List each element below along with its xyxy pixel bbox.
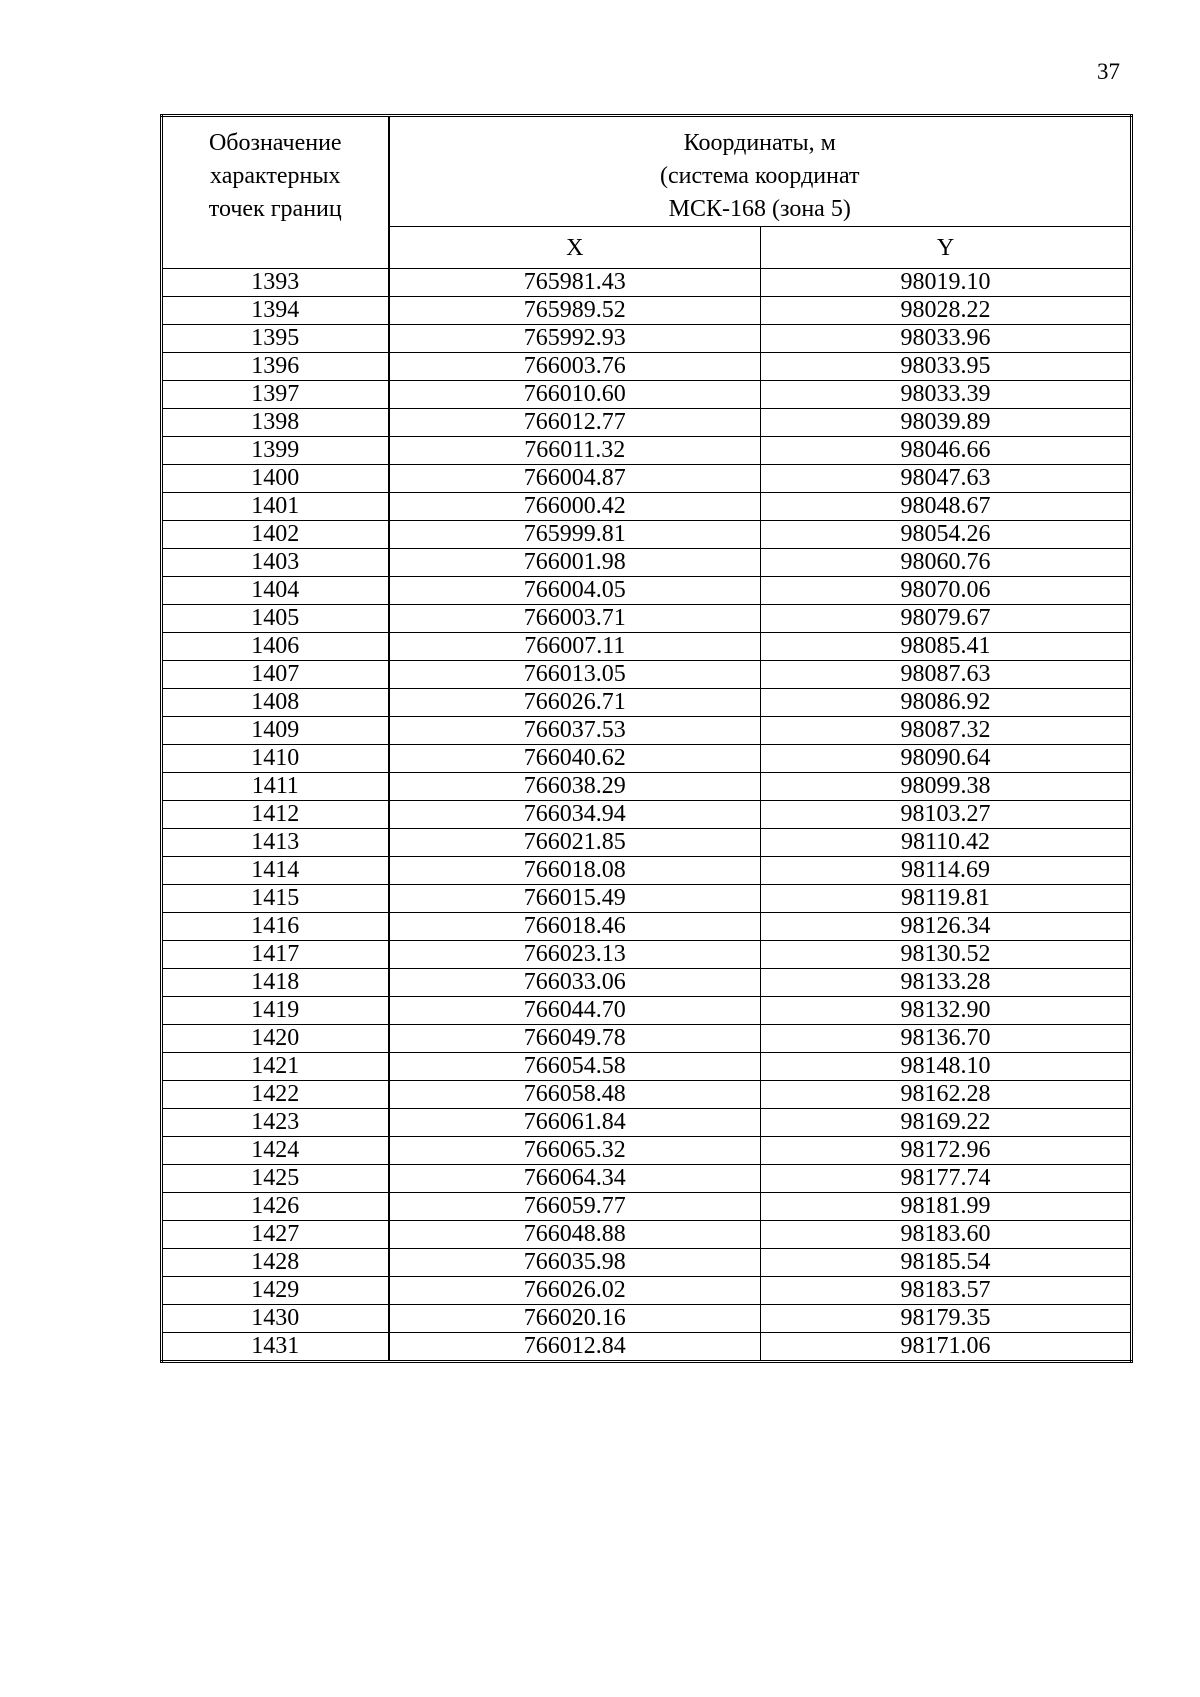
x-coordinate-cell: 766061.84 — [389, 1109, 761, 1137]
point-id-cell: 1404 — [162, 577, 389, 605]
x-coordinate-cell: 766026.02 — [389, 1277, 761, 1305]
point-header-line: Обозначение — [208, 130, 342, 156]
y-coordinate-cell: 98136.70 — [761, 1025, 1132, 1053]
table-row — [162, 941, 1132, 969]
x-coordinate-cell: 766048.88 — [389, 1221, 761, 1249]
table-row — [162, 1109, 1132, 1137]
table-row — [162, 1081, 1132, 1109]
x-coordinate-cell: 766059.77 — [389, 1193, 761, 1221]
table-row — [162, 409, 1132, 437]
y-coordinate-cell: 98033.39 — [761, 381, 1132, 409]
point-id-cell: 1431 — [162, 1333, 389, 1362]
x-coordinate-cell: 766003.76 — [389, 353, 761, 381]
table-body — [162, 269, 1132, 1362]
x-coordinate-cell: 766037.53 — [389, 717, 761, 745]
x-coordinate-cell: 766033.06 — [389, 969, 761, 997]
y-coordinate-cell: 98185.54 — [761, 1249, 1132, 1277]
point-id-cell: 1427 — [162, 1221, 389, 1249]
y-coordinate-cell: 98060.76 — [761, 549, 1132, 577]
coordinates-header-line: (система координат — [660, 163, 860, 189]
y-coordinate-cell: 98183.60 — [761, 1221, 1132, 1249]
table-row — [162, 885, 1132, 913]
point-id-cell: 1425 — [162, 1165, 389, 1193]
y-coordinate-cell: 98126.34 — [761, 913, 1132, 941]
point-id-cell: 1395 — [162, 325, 389, 353]
point-id-cell: 1409 — [162, 717, 389, 745]
point-id-cell: 1408 — [162, 689, 389, 717]
page-number: 37 — [1097, 59, 1120, 84]
y-coordinate-cell: 98070.06 — [761, 577, 1132, 605]
y-coordinate-cell: 98162.28 — [761, 1081, 1132, 1109]
point-id-cell: 1413 — [162, 829, 389, 857]
table-row — [162, 493, 1132, 521]
coordinates-group-header — [389, 116, 1132, 227]
point-id-cell: 1415 — [162, 885, 389, 913]
x-coordinate-cell: 766012.77 — [389, 409, 761, 437]
point-id-cell: 1399 — [162, 437, 389, 465]
x-coordinate-cell: 766013.05 — [389, 661, 761, 689]
table-row — [162, 437, 1132, 465]
x-column-header: X — [389, 227, 761, 269]
table-row — [162, 297, 1132, 325]
table-row — [162, 605, 1132, 633]
point-id-cell: 1422 — [162, 1081, 389, 1109]
y-coordinate-cell: 98110.42 — [761, 829, 1132, 857]
y-coordinate-cell: 98019.10 — [761, 269, 1132, 297]
x-coordinate-cell: 766021.85 — [389, 829, 761, 857]
table-row — [162, 1053, 1132, 1081]
x-coordinate-cell: 766035.98 — [389, 1249, 761, 1277]
point-id-cell: 1400 — [162, 465, 389, 493]
y-coordinate-cell: 98183.57 — [761, 1277, 1132, 1305]
y-coordinate-cell: 98181.99 — [761, 1193, 1132, 1221]
table-row — [162, 717, 1132, 745]
table-row — [162, 913, 1132, 941]
y-coordinate-cell: 98130.52 — [761, 941, 1132, 969]
x-coordinate-cell: 766015.49 — [389, 885, 761, 913]
y-coordinate-cell: 98099.38 — [761, 773, 1132, 801]
table-row — [162, 325, 1132, 353]
point-id-cell: 1418 — [162, 969, 389, 997]
table-row — [162, 1221, 1132, 1249]
x-coordinate-cell: 765992.93 — [389, 325, 761, 353]
point-id-cell: 1405 — [162, 605, 389, 633]
table-row — [162, 353, 1132, 381]
table-row — [162, 1193, 1132, 1221]
y-coordinate-cell: 98119.81 — [761, 885, 1132, 913]
point-id-cell: 1420 — [162, 1025, 389, 1053]
y-coordinate-cell: 98054.26 — [761, 521, 1132, 549]
x-coordinate-cell: 766040.62 — [389, 745, 761, 773]
y-coordinate-cell: 98148.10 — [761, 1053, 1132, 1081]
y-coordinate-cell: 98086.92 — [761, 689, 1132, 717]
x-coordinate-cell: 766007.11 — [389, 633, 761, 661]
point-id-cell: 1428 — [162, 1249, 389, 1277]
x-coordinate-cell: 766011.32 — [389, 437, 761, 465]
point-id-cell: 1421 — [162, 1053, 389, 1081]
table-row — [162, 829, 1132, 857]
x-coordinate-cell: 766044.70 — [389, 997, 761, 1025]
y-coordinate-cell: 98169.22 — [761, 1109, 1132, 1137]
point-id-cell: 1426 — [162, 1193, 389, 1221]
table-row — [162, 745, 1132, 773]
y-coordinate-cell: 98177.74 — [761, 1165, 1132, 1193]
x-coordinate-cell: 766054.58 — [389, 1053, 761, 1081]
point-header-line: характерных — [210, 163, 341, 189]
y-column-header: Y — [761, 227, 1132, 269]
table-row — [162, 269, 1132, 297]
table-row — [162, 997, 1132, 1025]
y-coordinate-cell: 98179.35 — [761, 1305, 1132, 1333]
x-coordinate-cell: 766001.98 — [389, 549, 761, 577]
coordinates-table — [160, 114, 1133, 1363]
x-coordinate-cell: 766049.78 — [389, 1025, 761, 1053]
y-coordinate-cell: 98087.32 — [761, 717, 1132, 745]
table-row — [162, 857, 1132, 885]
y-coordinate-cell: 98085.41 — [761, 633, 1132, 661]
point-id-cell: 1414 — [162, 857, 389, 885]
table-header-row — [162, 116, 1132, 227]
point-id-cell: 1410 — [162, 745, 389, 773]
x-coordinate-cell: 766065.32 — [389, 1137, 761, 1165]
point-id-cell: 1397 — [162, 381, 389, 409]
table-row — [162, 1333, 1132, 1362]
y-coordinate-cell: 98114.69 — [761, 857, 1132, 885]
x-coordinate-cell: 766034.94 — [389, 801, 761, 829]
point-id-cell: 1402 — [162, 521, 389, 549]
table-row — [162, 1277, 1132, 1305]
point-id-cell: 1423 — [162, 1109, 389, 1137]
y-coordinate-cell: 98028.22 — [761, 297, 1132, 325]
table-row — [162, 1137, 1132, 1165]
point-id-cell: 1424 — [162, 1137, 389, 1165]
table-row — [162, 577, 1132, 605]
table-row — [162, 773, 1132, 801]
table-row — [162, 1025, 1132, 1053]
point-header-line: точек границ — [208, 196, 342, 222]
x-coordinate-cell: 766012.84 — [389, 1333, 761, 1362]
x-coordinate-cell: 766004.05 — [389, 577, 761, 605]
table-row — [162, 1249, 1132, 1277]
point-id-cell: 1401 — [162, 493, 389, 521]
table-row — [162, 1165, 1132, 1193]
x-coordinate-cell: 766058.48 — [389, 1081, 761, 1109]
table-row — [162, 521, 1132, 549]
y-coordinate-cell: 98079.67 — [761, 605, 1132, 633]
table-row — [162, 689, 1132, 717]
point-id-cell: 1393 — [162, 269, 389, 297]
x-coordinate-cell: 766064.34 — [389, 1165, 761, 1193]
point-id-cell: 1430 — [162, 1305, 389, 1333]
table-row — [162, 1305, 1132, 1333]
y-coordinate-cell: 98090.64 — [761, 745, 1132, 773]
point-id-cell: 1411 — [162, 773, 389, 801]
x-coordinate-cell: 766038.29 — [389, 773, 761, 801]
x-coordinate-cell: 765989.52 — [389, 297, 761, 325]
y-coordinate-cell: 98047.63 — [761, 465, 1132, 493]
point-id-cell: 1394 — [162, 297, 389, 325]
y-coordinate-cell: 98033.96 — [761, 325, 1132, 353]
y-coordinate-cell: 98033.95 — [761, 353, 1132, 381]
y-coordinate-cell: 98039.89 — [761, 409, 1132, 437]
coordinates-header-line: МСК-168 (зона 5) — [668, 196, 851, 222]
x-coordinate-cell: 766020.16 — [389, 1305, 761, 1333]
point-id-cell: 1406 — [162, 633, 389, 661]
table-row — [162, 969, 1132, 997]
y-coordinate-cell: 98132.90 — [761, 997, 1132, 1025]
table-row — [162, 633, 1132, 661]
x-coordinate-cell: 766023.13 — [389, 941, 761, 969]
x-coordinate-cell: 766004.87 — [389, 465, 761, 493]
x-coordinate-cell: 766010.60 — [389, 381, 761, 409]
x-coordinate-cell: 765999.81 — [389, 521, 761, 549]
table-row — [162, 465, 1132, 493]
table-row — [162, 381, 1132, 409]
y-coordinate-cell: 98133.28 — [761, 969, 1132, 997]
x-coordinate-cell: 766003.71 — [389, 605, 761, 633]
point-id-cell: 1396 — [162, 353, 389, 381]
table-row — [162, 801, 1132, 829]
point-id-cell: 1412 — [162, 801, 389, 829]
x-coordinate-cell: 765981.43 — [389, 269, 761, 297]
table-row — [162, 549, 1132, 577]
coordinates-header-line: Координаты, м — [683, 130, 836, 156]
x-coordinate-cell: 766018.08 — [389, 857, 761, 885]
table-row — [162, 661, 1132, 689]
y-coordinate-cell: 98046.66 — [761, 437, 1132, 465]
point-column-header — [162, 116, 389, 269]
point-id-cell: 1398 — [162, 409, 389, 437]
point-id-cell: 1407 — [162, 661, 389, 689]
x-coordinate-cell: 766026.71 — [389, 689, 761, 717]
y-coordinate-cell: 98048.67 — [761, 493, 1132, 521]
y-coordinate-cell: 98103.27 — [761, 801, 1132, 829]
point-id-cell: 1429 — [162, 1277, 389, 1305]
x-coordinate-cell: 766000.42 — [389, 493, 761, 521]
x-coordinate-cell: 766018.46 — [389, 913, 761, 941]
point-id-cell: 1419 — [162, 997, 389, 1025]
y-coordinate-cell: 98172.96 — [761, 1137, 1132, 1165]
point-id-cell: 1417 — [162, 941, 389, 969]
y-coordinate-cell: 98087.63 — [761, 661, 1132, 689]
y-coordinate-cell: 98171.06 — [761, 1333, 1132, 1362]
point-id-cell: 1416 — [162, 913, 389, 941]
point-id-cell: 1403 — [162, 549, 389, 577]
